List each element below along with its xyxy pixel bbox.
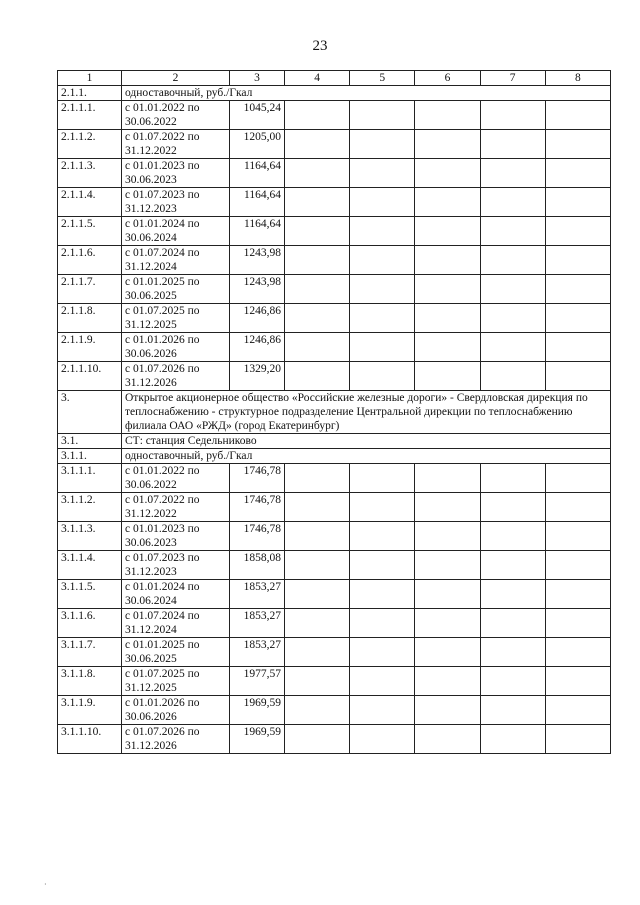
header-row <box>58 71 611 86</box>
empty-cell <box>285 333 350 362</box>
period-end: 31.12.2026 <box>125 377 177 389</box>
empty-cell <box>415 551 480 580</box>
empty-cell <box>350 638 415 667</box>
table-row <box>58 551 611 580</box>
empty-cell <box>350 696 415 725</box>
table-row <box>58 522 611 551</box>
section-title: одноставочный, руб./Гкал <box>122 86 611 101</box>
row-period <box>122 696 230 725</box>
station-name: СТ: станция Седельниково <box>122 434 611 449</box>
empty-cell <box>415 667 480 696</box>
empty-cell <box>415 304 480 333</box>
row-code: 2.1.1.8. <box>58 304 122 333</box>
row-code: 2.1.1.10. <box>58 362 122 391</box>
empty-cell <box>480 522 545 551</box>
row-code: 3.1.1.6. <box>58 609 122 638</box>
period-start: с 01.07.2025 по <box>125 668 200 680</box>
empty-cell <box>415 101 480 130</box>
row-value: 1329,20 <box>230 362 285 391</box>
empty-cell <box>285 101 350 130</box>
period-end: 31.12.2022 <box>125 508 177 520</box>
table-row <box>58 275 611 304</box>
empty-cell <box>350 130 415 159</box>
empty-cell <box>350 101 415 130</box>
empty-cell <box>350 580 415 609</box>
empty-cell <box>350 304 415 333</box>
empty-cell <box>480 159 545 188</box>
table-row <box>58 609 611 638</box>
empty-cell <box>480 493 545 522</box>
empty-cell <box>545 333 610 362</box>
empty-cell <box>480 464 545 493</box>
empty-cell <box>415 725 480 754</box>
row-value: 1969,59 <box>230 696 285 725</box>
empty-cell <box>480 638 545 667</box>
rows-group-a <box>58 101 611 391</box>
row-value: 1746,78 <box>230 464 285 493</box>
empty-cell <box>285 522 350 551</box>
empty-cell <box>285 696 350 725</box>
table-row <box>58 333 611 362</box>
section-title: одноставочный, руб./Гкал <box>122 449 611 464</box>
empty-cell <box>350 493 415 522</box>
row-code: 2.1.1.1. <box>58 101 122 130</box>
row-code: 3.1.1.3. <box>58 522 122 551</box>
empty-cell <box>285 609 350 638</box>
table-row <box>58 304 611 333</box>
empty-cell <box>285 638 350 667</box>
row-period <box>122 246 230 275</box>
row-value: 1045,24 <box>230 101 285 130</box>
header-cell: 5 <box>350 71 415 86</box>
table-row <box>58 667 611 696</box>
row-value: 1969,59 <box>230 725 285 754</box>
period-end: 31.12.2025 <box>125 682 177 694</box>
empty-cell <box>415 159 480 188</box>
row-code: 3.1.1.8. <box>58 667 122 696</box>
empty-cell <box>480 101 545 130</box>
row-code: 3.1.1.10. <box>58 725 122 754</box>
period-start: с 01.07.2024 по <box>125 247 200 259</box>
row-period <box>122 304 230 333</box>
period-end: 31.12.2026 <box>125 740 177 752</box>
empty-cell <box>350 464 415 493</box>
empty-cell <box>350 246 415 275</box>
row-period <box>122 101 230 130</box>
empty-cell <box>480 609 545 638</box>
row-period <box>122 522 230 551</box>
period-end: 30.06.2025 <box>125 653 177 665</box>
empty-cell <box>545 464 610 493</box>
empty-cell <box>350 362 415 391</box>
period-end: 31.12.2024 <box>125 624 177 636</box>
empty-cell <box>350 667 415 696</box>
period-start: с 01.01.2024 по <box>125 218 200 230</box>
empty-cell <box>285 725 350 754</box>
row-period <box>122 188 230 217</box>
empty-cell <box>545 130 610 159</box>
empty-cell <box>285 217 350 246</box>
empty-cell <box>480 275 545 304</box>
empty-cell <box>545 101 610 130</box>
table-row <box>58 130 611 159</box>
empty-cell <box>285 580 350 609</box>
row-value: 1746,78 <box>230 522 285 551</box>
row-code: 3.1.1.2. <box>58 493 122 522</box>
row-code: 2.1.1.7. <box>58 275 122 304</box>
empty-cell <box>545 638 610 667</box>
empty-cell <box>480 246 545 275</box>
table-row <box>58 696 611 725</box>
period-start: с 01.01.2023 по <box>125 523 200 535</box>
period-start: с 01.01.2026 по <box>125 334 200 346</box>
empty-cell <box>545 493 610 522</box>
period-start: с 01.07.2026 по <box>125 726 200 738</box>
period-end: 30.06.2022 <box>125 479 177 491</box>
empty-cell <box>480 362 545 391</box>
row-code: 2.1.1.3. <box>58 159 122 188</box>
page-number: 23 <box>312 38 328 54</box>
row-period <box>122 217 230 246</box>
period-end: 31.12.2024 <box>125 261 177 273</box>
section-row <box>58 86 611 101</box>
row-value: 1243,98 <box>230 275 285 304</box>
empty-cell <box>545 304 610 333</box>
row-value: 1164,64 <box>230 159 285 188</box>
row-code: 3.1.1.4. <box>58 551 122 580</box>
period-start: с 01.07.2024 по <box>125 610 200 622</box>
scan-dot: · <box>44 880 47 889</box>
empty-cell <box>285 188 350 217</box>
period-start: с 01.07.2023 по <box>125 552 200 564</box>
row-period <box>122 362 230 391</box>
period-end: 30.06.2023 <box>125 174 177 186</box>
table-row <box>58 217 611 246</box>
rows-group-b <box>58 464 611 754</box>
empty-cell <box>285 130 350 159</box>
empty-cell <box>545 609 610 638</box>
period-start: с 01.01.2022 по <box>125 102 200 114</box>
row-value: 1853,27 <box>230 638 285 667</box>
empty-cell <box>545 551 610 580</box>
header-cell: 8 <box>545 71 610 86</box>
empty-cell <box>350 188 415 217</box>
organization-row <box>58 391 611 434</box>
period-end: 30.06.2024 <box>125 595 177 607</box>
row-code: 2.1.1.9. <box>58 333 122 362</box>
period-start: с 01.07.2025 по <box>125 305 200 317</box>
empty-cell <box>350 551 415 580</box>
period-end: 30.06.2024 <box>125 232 177 244</box>
empty-cell <box>415 464 480 493</box>
row-code: 2.1.1.4. <box>58 188 122 217</box>
row-value: 1853,27 <box>230 580 285 609</box>
table-row <box>58 493 611 522</box>
row-period <box>122 551 230 580</box>
table-row <box>58 464 611 493</box>
empty-cell <box>415 275 480 304</box>
empty-cell <box>415 333 480 362</box>
section-row <box>58 449 611 464</box>
row-period <box>122 493 230 522</box>
header-cell: 2 <box>122 71 230 86</box>
empty-cell <box>415 362 480 391</box>
period-end: 30.06.2023 <box>125 537 177 549</box>
table-row <box>58 580 611 609</box>
row-value: 1164,64 <box>230 217 285 246</box>
empty-cell <box>285 275 350 304</box>
empty-cell <box>285 667 350 696</box>
empty-cell <box>285 304 350 333</box>
table-row <box>58 246 611 275</box>
period-start: с 01.07.2022 по <box>125 494 200 506</box>
empty-cell <box>480 188 545 217</box>
organization-name: Открытое акционерное общество «Российские железные дороги» - Свердловская дирекция по теплоснабжению - структурное подразделение Центральной дирекции по теплоснабжению филиала ОАО «РЖД» (город Екатеринбург) <box>122 391 611 434</box>
row-period <box>122 159 230 188</box>
period-start: с 01.01.2022 по <box>125 465 200 477</box>
table-row <box>58 362 611 391</box>
row-period <box>122 130 230 159</box>
row-value: 1243,98 <box>230 246 285 275</box>
empty-cell <box>350 275 415 304</box>
period-start: с 01.07.2026 по <box>125 363 200 375</box>
organization-code: 3. <box>58 391 122 434</box>
period-end: 30.06.2026 <box>125 348 177 360</box>
row-period <box>122 725 230 754</box>
row-value: 1853,27 <box>230 609 285 638</box>
empty-cell <box>350 159 415 188</box>
empty-cell <box>480 551 545 580</box>
empty-cell <box>415 638 480 667</box>
empty-cell <box>350 333 415 362</box>
row-code: 3.1.1.7. <box>58 638 122 667</box>
empty-cell <box>545 188 610 217</box>
empty-cell <box>545 725 610 754</box>
empty-cell <box>545 362 610 391</box>
row-code: 2.1.1.5. <box>58 217 122 246</box>
empty-cell <box>545 159 610 188</box>
row-value: 1746,78 <box>230 493 285 522</box>
empty-cell <box>545 580 610 609</box>
period-end: 30.06.2022 <box>125 116 177 128</box>
empty-cell <box>285 159 350 188</box>
empty-cell <box>480 304 545 333</box>
row-code: 3.1.1.5. <box>58 580 122 609</box>
section-code: 2.1.1. <box>58 86 122 101</box>
empty-cell <box>480 130 545 159</box>
row-period <box>122 609 230 638</box>
header-cell: 6 <box>415 71 480 86</box>
table-row <box>58 159 611 188</box>
empty-cell <box>545 522 610 551</box>
empty-cell <box>545 275 610 304</box>
row-value: 1246,86 <box>230 304 285 333</box>
empty-cell <box>480 333 545 362</box>
table-row <box>58 638 611 667</box>
empty-cell <box>285 551 350 580</box>
period-start: с 01.01.2026 по <box>125 697 200 709</box>
period-end: 31.12.2023 <box>125 203 177 215</box>
row-code: 3.1.1.1. <box>58 464 122 493</box>
station-row <box>58 434 611 449</box>
empty-cell <box>415 609 480 638</box>
header-cell: 1 <box>58 71 122 86</box>
row-value: 1977,57 <box>230 667 285 696</box>
row-value: 1164,64 <box>230 188 285 217</box>
period-end: 30.06.2026 <box>125 711 177 723</box>
empty-cell <box>480 667 545 696</box>
empty-cell <box>285 362 350 391</box>
empty-cell <box>350 725 415 754</box>
empty-cell <box>415 217 480 246</box>
header-cell: 7 <box>480 71 545 86</box>
empty-cell <box>415 493 480 522</box>
row-period <box>122 580 230 609</box>
row-value: 1205,00 <box>230 130 285 159</box>
empty-cell <box>480 725 545 754</box>
empty-cell <box>415 696 480 725</box>
empty-cell <box>480 696 545 725</box>
section-code: 3.1.1. <box>58 449 122 464</box>
empty-cell <box>545 217 610 246</box>
empty-cell <box>545 667 610 696</box>
empty-cell <box>350 217 415 246</box>
table-row <box>58 188 611 217</box>
header-cell: 3 <box>230 71 285 86</box>
period-start: с 01.01.2023 по <box>125 160 200 172</box>
period-start: с 01.07.2023 по <box>125 189 200 201</box>
row-period <box>122 667 230 696</box>
period-start: с 01.01.2024 по <box>125 581 200 593</box>
row-value: 1246,86 <box>230 333 285 362</box>
empty-cell <box>285 464 350 493</box>
row-period <box>122 464 230 493</box>
empty-cell <box>285 246 350 275</box>
period-end: 31.12.2022 <box>125 145 177 157</box>
row-code: 2.1.1.2. <box>58 130 122 159</box>
period-end: 30.06.2025 <box>125 290 177 302</box>
empty-cell <box>415 580 480 609</box>
period-start: с 01.07.2022 по <box>125 131 200 143</box>
row-period <box>122 275 230 304</box>
row-period <box>122 638 230 667</box>
empty-cell <box>480 580 545 609</box>
period-start: с 01.01.2025 по <box>125 276 200 288</box>
table-row <box>58 725 611 754</box>
empty-cell <box>545 696 610 725</box>
station-code: 3.1. <box>58 434 122 449</box>
period-end: 31.12.2025 <box>125 319 177 331</box>
row-value: 1858,08 <box>230 551 285 580</box>
empty-cell <box>350 609 415 638</box>
empty-cell <box>480 217 545 246</box>
table-row <box>58 101 611 130</box>
row-code: 3.1.1.9. <box>58 696 122 725</box>
period-start: с 01.01.2025 по <box>125 639 200 651</box>
empty-cell <box>415 522 480 551</box>
empty-cell <box>415 246 480 275</box>
header-cell: 4 <box>285 71 350 86</box>
empty-cell <box>285 493 350 522</box>
empty-cell <box>415 130 480 159</box>
tariff-table <box>57 70 611 754</box>
row-code: 2.1.1.6. <box>58 246 122 275</box>
empty-cell <box>350 522 415 551</box>
empty-cell <box>545 246 610 275</box>
empty-cell <box>415 188 480 217</box>
row-period <box>122 333 230 362</box>
period-end: 31.12.2023 <box>125 566 177 578</box>
